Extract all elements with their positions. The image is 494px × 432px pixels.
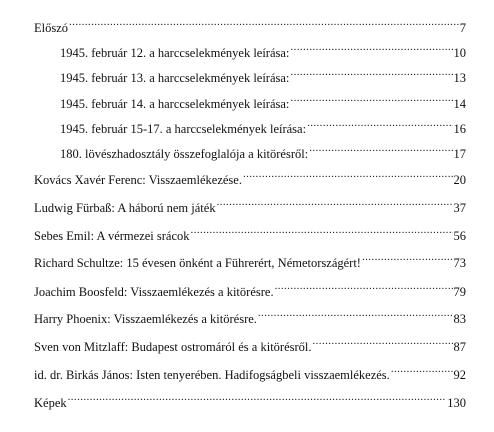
toc-dot-leader: [275, 280, 453, 296]
toc-dot-leader: [290, 92, 452, 108]
toc-entry[interactable]: [34, 307, 466, 327]
toc-dot-leader: [313, 335, 453, 351]
toc-dot-leader: [307, 117, 452, 133]
toc-entry-page: 16: [453, 122, 466, 136]
toc-entry[interactable]: [34, 363, 466, 383]
toc-dot-leader: [243, 168, 453, 184]
toc-entry-title: Kovács Xavér Ferenc: Visszaemlékezése.: [34, 173, 242, 187]
toc-entry-title: 1945. február 13. a harccselekmények leírása:: [60, 71, 290, 85]
toc-dot-leader: [362, 251, 453, 267]
toc-dot-leader: [309, 142, 452, 158]
toc-dot-leader: [191, 224, 453, 240]
toc-entry-title: Előszó: [34, 21, 69, 35]
toc-dot-leader: [69, 16, 459, 32]
toc-entry-page: 20: [453, 173, 466, 187]
toc-entry-title: 180. lövészhadosztály összefoglalója a kitörésről:: [60, 147, 309, 161]
toc-entry[interactable]: [34, 168, 466, 188]
toc-entry[interactable]: [34, 391, 466, 411]
toc-entry[interactable]: [60, 92, 466, 112]
toc-entry[interactable]: [60, 142, 466, 162]
toc-entry-title: Richard Schultze: 15 évesen önként a Führerért, Németországért!: [34, 256, 361, 270]
toc-entry-title: 1945. február 12. a harccselekmények leírása:: [60, 46, 290, 60]
toc-entry-title: Joachim Boosfeld: Visszaemlékezés a kitörésre.: [34, 285, 274, 299]
toc-entry-title: 1945. február 15-17. a harccselekmények leírása:: [60, 122, 307, 136]
toc-entry-page: 13: [453, 71, 466, 85]
toc-entry[interactable]: [34, 16, 466, 36]
toc-entry-page: 17: [453, 147, 466, 161]
toc-entry-page: 10: [453, 46, 466, 60]
toc-entry[interactable]: [34, 196, 466, 216]
toc-entry[interactable]: [34, 280, 466, 300]
toc-dot-leader: [68, 391, 447, 407]
toc-entry-page: 7: [459, 21, 466, 35]
toc-entry[interactable]: [60, 117, 466, 137]
toc-dot-leader: [391, 363, 453, 379]
toc-dot-leader: [290, 41, 452, 57]
toc-dot-leader: [290, 66, 452, 82]
toc-entry[interactable]: [34, 251, 466, 271]
toc-entry-title: Sven von Mitzlaff: Budapest ostromáról és a kitörésről.: [34, 340, 312, 354]
toc-dot-leader: [217, 196, 453, 212]
toc-entry-title: Sebes Emil: A vérmezei srácok: [34, 229, 190, 243]
toc-entry-page: 83: [453, 312, 466, 326]
toc-entry[interactable]: [34, 335, 466, 355]
toc-entry-title: 1945. február 14. a harccselekmények leírása:: [60, 97, 290, 111]
toc-entry-page: 130: [447, 396, 466, 410]
toc-entry-page: 92: [453, 368, 466, 382]
toc-entry-page: 73: [453, 256, 466, 270]
toc-entry-page: 37: [453, 201, 466, 215]
toc-entry-title: id. dr. Birkás János: Isten tenyerében. Hadifogságbeli visszaemlékezés.: [34, 368, 390, 382]
toc-entry-page: 79: [453, 285, 466, 299]
toc-entry[interactable]: [60, 66, 466, 86]
toc-entry[interactable]: [34, 224, 466, 244]
toc-entry[interactable]: [60, 41, 466, 61]
toc-entry-title: Ludwig Fürbaß: A háború nem játék: [34, 201, 216, 215]
toc-entry-title: Képek: [34, 396, 67, 410]
toc-entry-title: Harry Phoenix: Visszaemlékezés a kitörésre.: [34, 312, 257, 326]
toc-entry-page: 87: [453, 340, 466, 354]
toc-entry-page: 56: [453, 229, 466, 243]
toc-dot-leader: [258, 307, 453, 323]
toc-entry-page: 14: [453, 97, 466, 111]
